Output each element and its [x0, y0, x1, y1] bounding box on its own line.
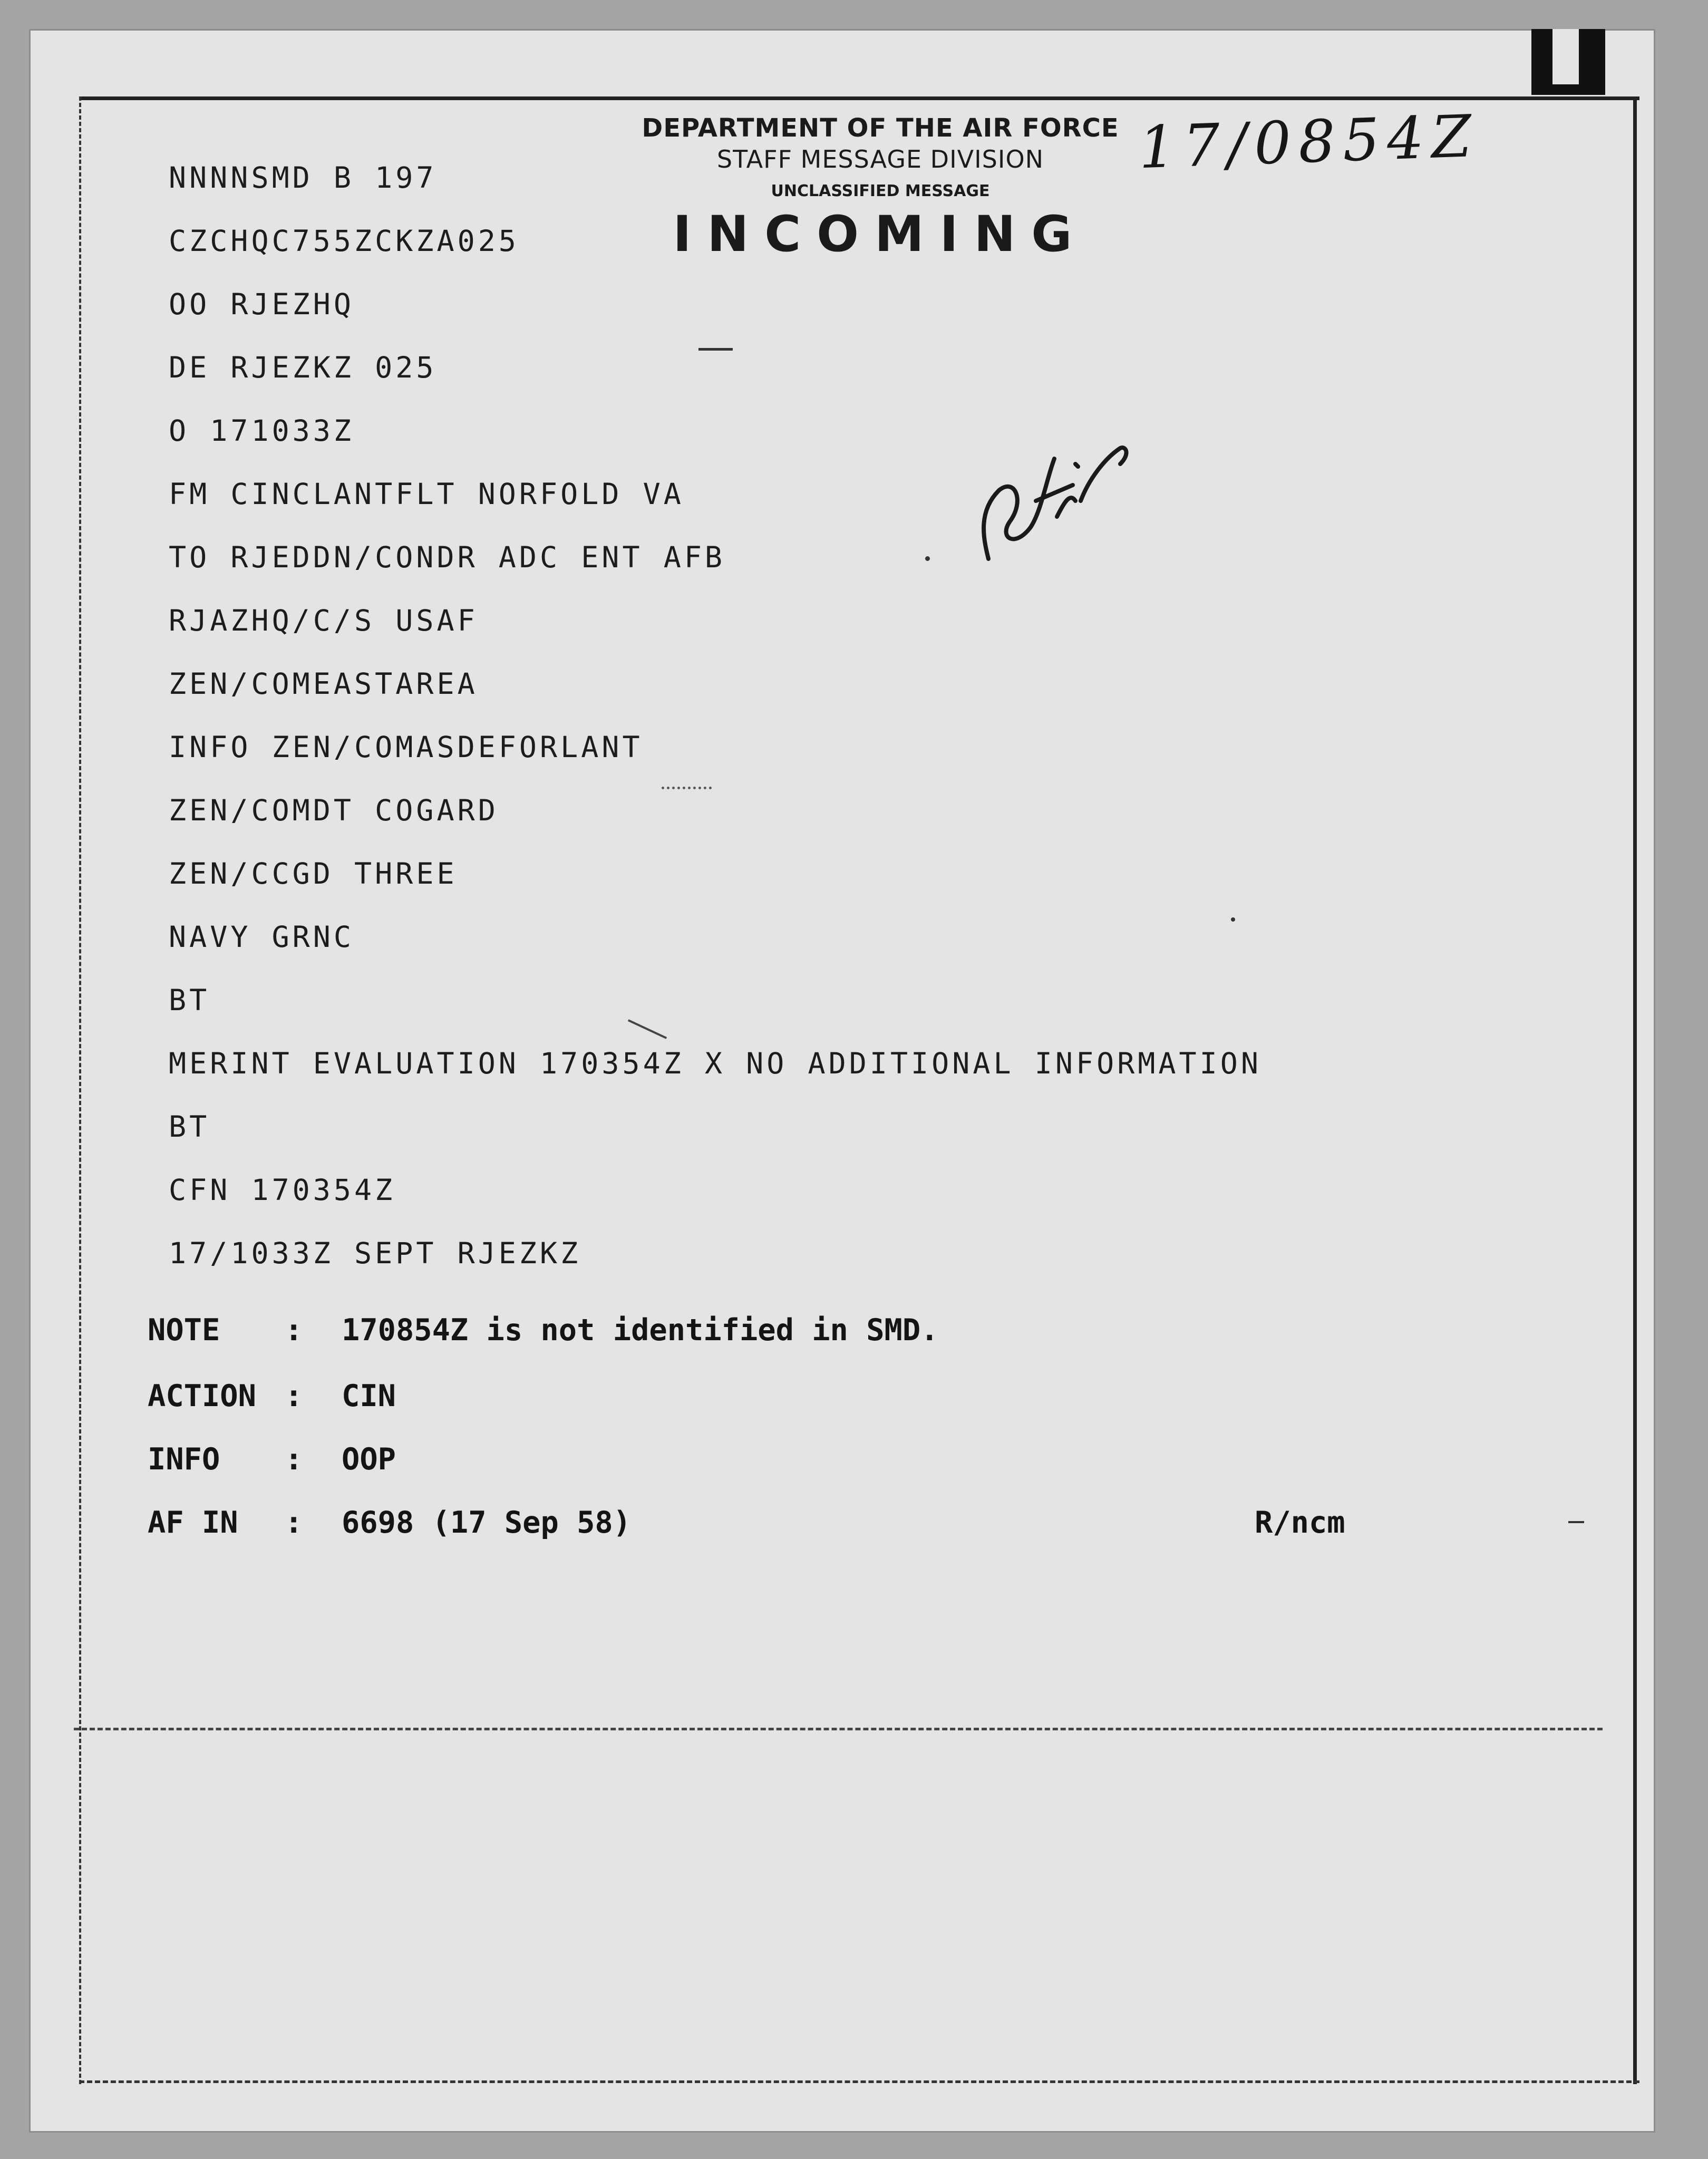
message-line: O 171033Z: [169, 414, 355, 448]
af-in-label: AF IN: [148, 1505, 238, 1540]
message-line: BT: [169, 1110, 210, 1144]
action-colon: :: [285, 1379, 303, 1413]
note-colon: :: [285, 1313, 303, 1348]
info-colon: :: [285, 1442, 303, 1477]
message-line: TO RJEDDN/CONDR ADC ENT AFB: [169, 540, 726, 574]
note-value: 170854Z is not identified in SMD.: [342, 1313, 939, 1348]
message-line: OO RJEZHQ: [169, 287, 355, 321]
classification-label: UNCLASSIFIED MESSAGE: [771, 182, 990, 200]
stray-dash: [698, 348, 733, 351]
corner-registration-mark: [1531, 29, 1605, 95]
form-border-left: [79, 96, 81, 2084]
department-title: DEPARTMENT OF THE AIR FORCE: [642, 113, 1119, 143]
stray-dots: [662, 787, 712, 789]
form-border-bottom: [79, 2080, 1639, 2083]
info-label: INFO: [148, 1442, 220, 1477]
note-label: NOTE: [148, 1313, 220, 1348]
form-border-right: [1633, 96, 1637, 2084]
message-line: NNNNSMD B 197: [169, 161, 437, 195]
routing-initials: R/ncm: [1255, 1505, 1345, 1540]
handwritten-annotation: [967, 380, 1136, 569]
stray-dot: [925, 556, 930, 561]
message-line: BT: [169, 983, 210, 1017]
tear-line: [74, 1728, 1603, 1730]
message-line: ZEN/COMEASTAREA: [169, 667, 478, 701]
message-line: DE RJEZKZ 025: [169, 351, 437, 384]
action-label: ACTION: [148, 1379, 256, 1413]
message-sheet: [29, 29, 1655, 2133]
af-in-colon: :: [285, 1505, 303, 1540]
stray-speck: [1231, 917, 1235, 922]
message-line: RJAZHQ/C/S USAF: [169, 604, 478, 637]
margin-tick: [1568, 1521, 1584, 1523]
division-title: STAFF MESSAGE DIVISION: [716, 145, 1044, 173]
direction-label: INCOMING: [673, 206, 1088, 263]
message-line: ZEN/CCGD THREE: [169, 857, 458, 890]
message-line: CZCHQC755ZCKZA025: [169, 224, 519, 258]
af-in-value: 6698 (17 Sep 58): [342, 1505, 632, 1540]
message-line: NAVY GRNC: [169, 920, 355, 954]
message-line: INFO ZEN/COMASDEFORLANT: [169, 730, 643, 764]
message-line: CFN 170354Z: [169, 1173, 396, 1207]
message-line: MERINT EVALUATION 170354Z X NO ADDITIONAL INFORMATION: [169, 1047, 1261, 1080]
message-line: 17/1033Z SEPT RJEZKZ: [169, 1236, 581, 1270]
message-line: FM CINCLANTFLT NORFOLD VA: [169, 477, 684, 511]
info-value: OOP: [342, 1442, 396, 1477]
handwritten-dtg: 17/0854Z: [1137, 102, 1480, 182]
action-value: CIN: [342, 1379, 396, 1413]
message-line: ZEN/COMDT COGARD: [169, 793, 499, 827]
form-border-top: [79, 96, 1639, 100]
